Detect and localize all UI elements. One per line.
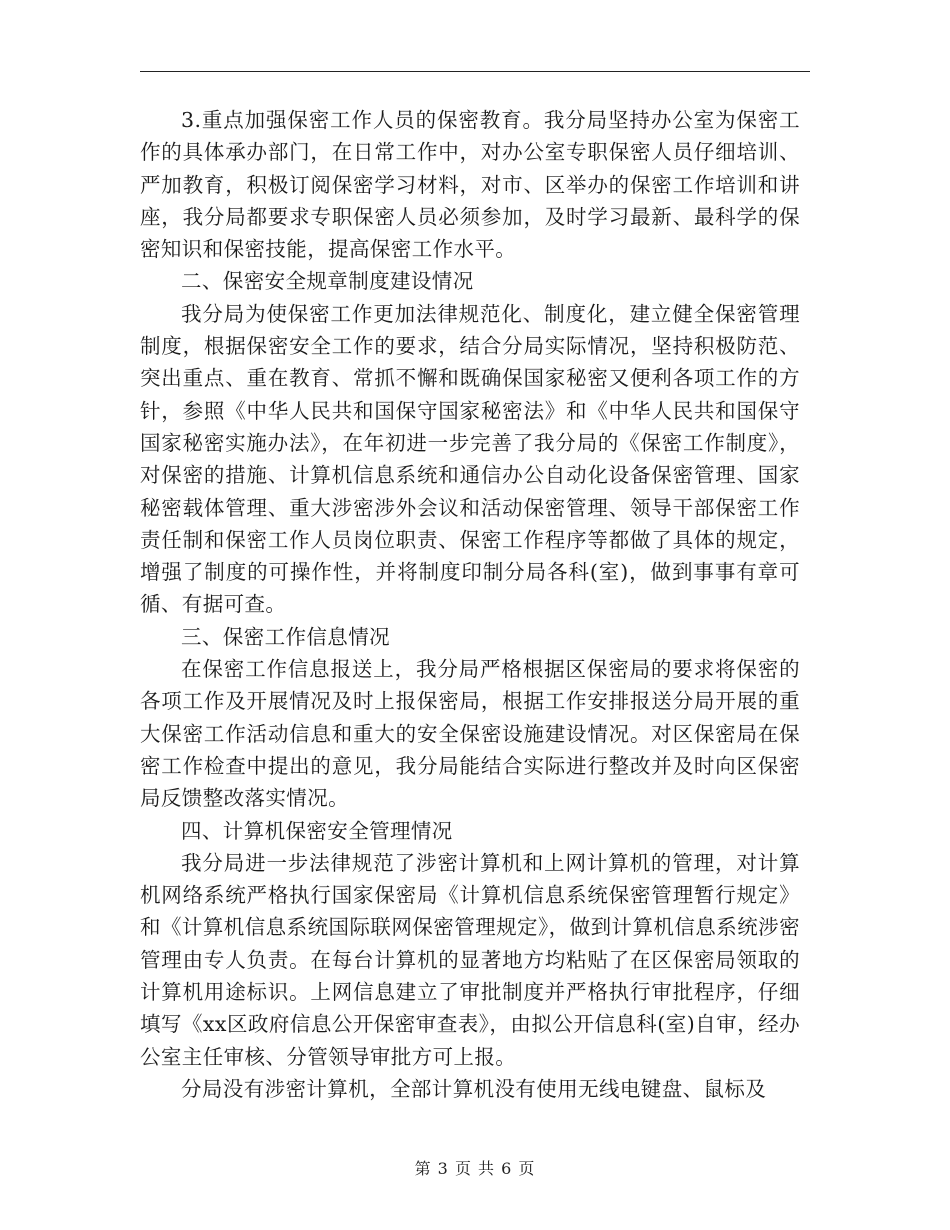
page-footer	[0, 1156, 950, 1179]
section-heading-computer: 四、计算机保密安全管理情况	[181, 818, 453, 843]
section-heading-rules: 二、保密安全规章制度建设情况	[181, 269, 474, 294]
paragraph-no-classified-computer: 分局没有涉密计算机，全部计算机没有使用无线电键盘、鼠标及	[181, 1076, 767, 1101]
paragraph-computer: 我分局进一步法律规范了涉密计算机和上网计算机的管理，对计算机网络系统严格执行国家保密局《计算机信息系统保密管理暂行规定》和《计算机信息系统国际联网保密管理规定》，做到计算机信息系统涉密管理由专人负责。在每台计算机的显著地方均粘贴了在区保密局领取的计算机用途标识。上网信息建立了审批制度并严格执行审批程序，仔细填写《xx区政府信息公开保密审查表》，由拟公开信息科(室)自审，经办公室主任审核、分管领导审批方可上报。	[140, 850, 800, 1069]
paragraph-education: 3.重点加强保密工作人员的保密教育。我分局坚持办公室为保密工作的具体承办部门，在日常工作中，对办公室专职保密人员仔细培训、严加教育，积极订阅保密学习材料，对市、区举办的保密工作培训和讲座，我分局都要求专职保密人员必须参加，及时学习最新、最科学的保密知识和保密技能，提高保密工作水平。	[140, 108, 800, 262]
paragraph-rules: 我分局为使保密工作更加法律规范化、制度化，建立健全保密管理制度，根据保密安全工作的要求，结合分局实际情况，坚持积极防范、突出重点、重在教育、常抓不懈和既确保国家秘密又便利各项工作的方针，参照《中华人民共和国保守国家秘密法》和《中华人民共和国保守国家秘密实施办法》，在年初进一步完善了我分局的《保密工作制度》，对保密的措施、计算机信息系统和通信办公自动化设备保密管理、国家秘密载体管理、重大涉密涉外会议和活动保密管理、领导干部保密工作责任制和保密工作人员岗位职责、保密工作程序等都做了具体的规定，增强了制度的可操作性，并将制度印制分局各科(室)，做到事事有章可循、有据可查。	[140, 301, 800, 617]
section-heading-info: 三、保密工作信息情况	[181, 624, 390, 649]
header-rule	[140, 71, 810, 72]
page-number: 第 3 页 共 6 页	[414, 1159, 536, 1178]
document-body	[140, 104, 800, 1105]
paragraph-info: 在保密工作信息报送上，我分局严格根据区保密局的要求将保密的各项工作及开展情况及时上报保密局，根据工作安排报送分局开展的重大保密工作活动信息和重大的安全保密设施建设情况。对区保密局在保密工作检查中提出的意见，我分局能结合实际进行整改并及时向区保密局反馈整改落实情况。	[140, 657, 800, 811]
